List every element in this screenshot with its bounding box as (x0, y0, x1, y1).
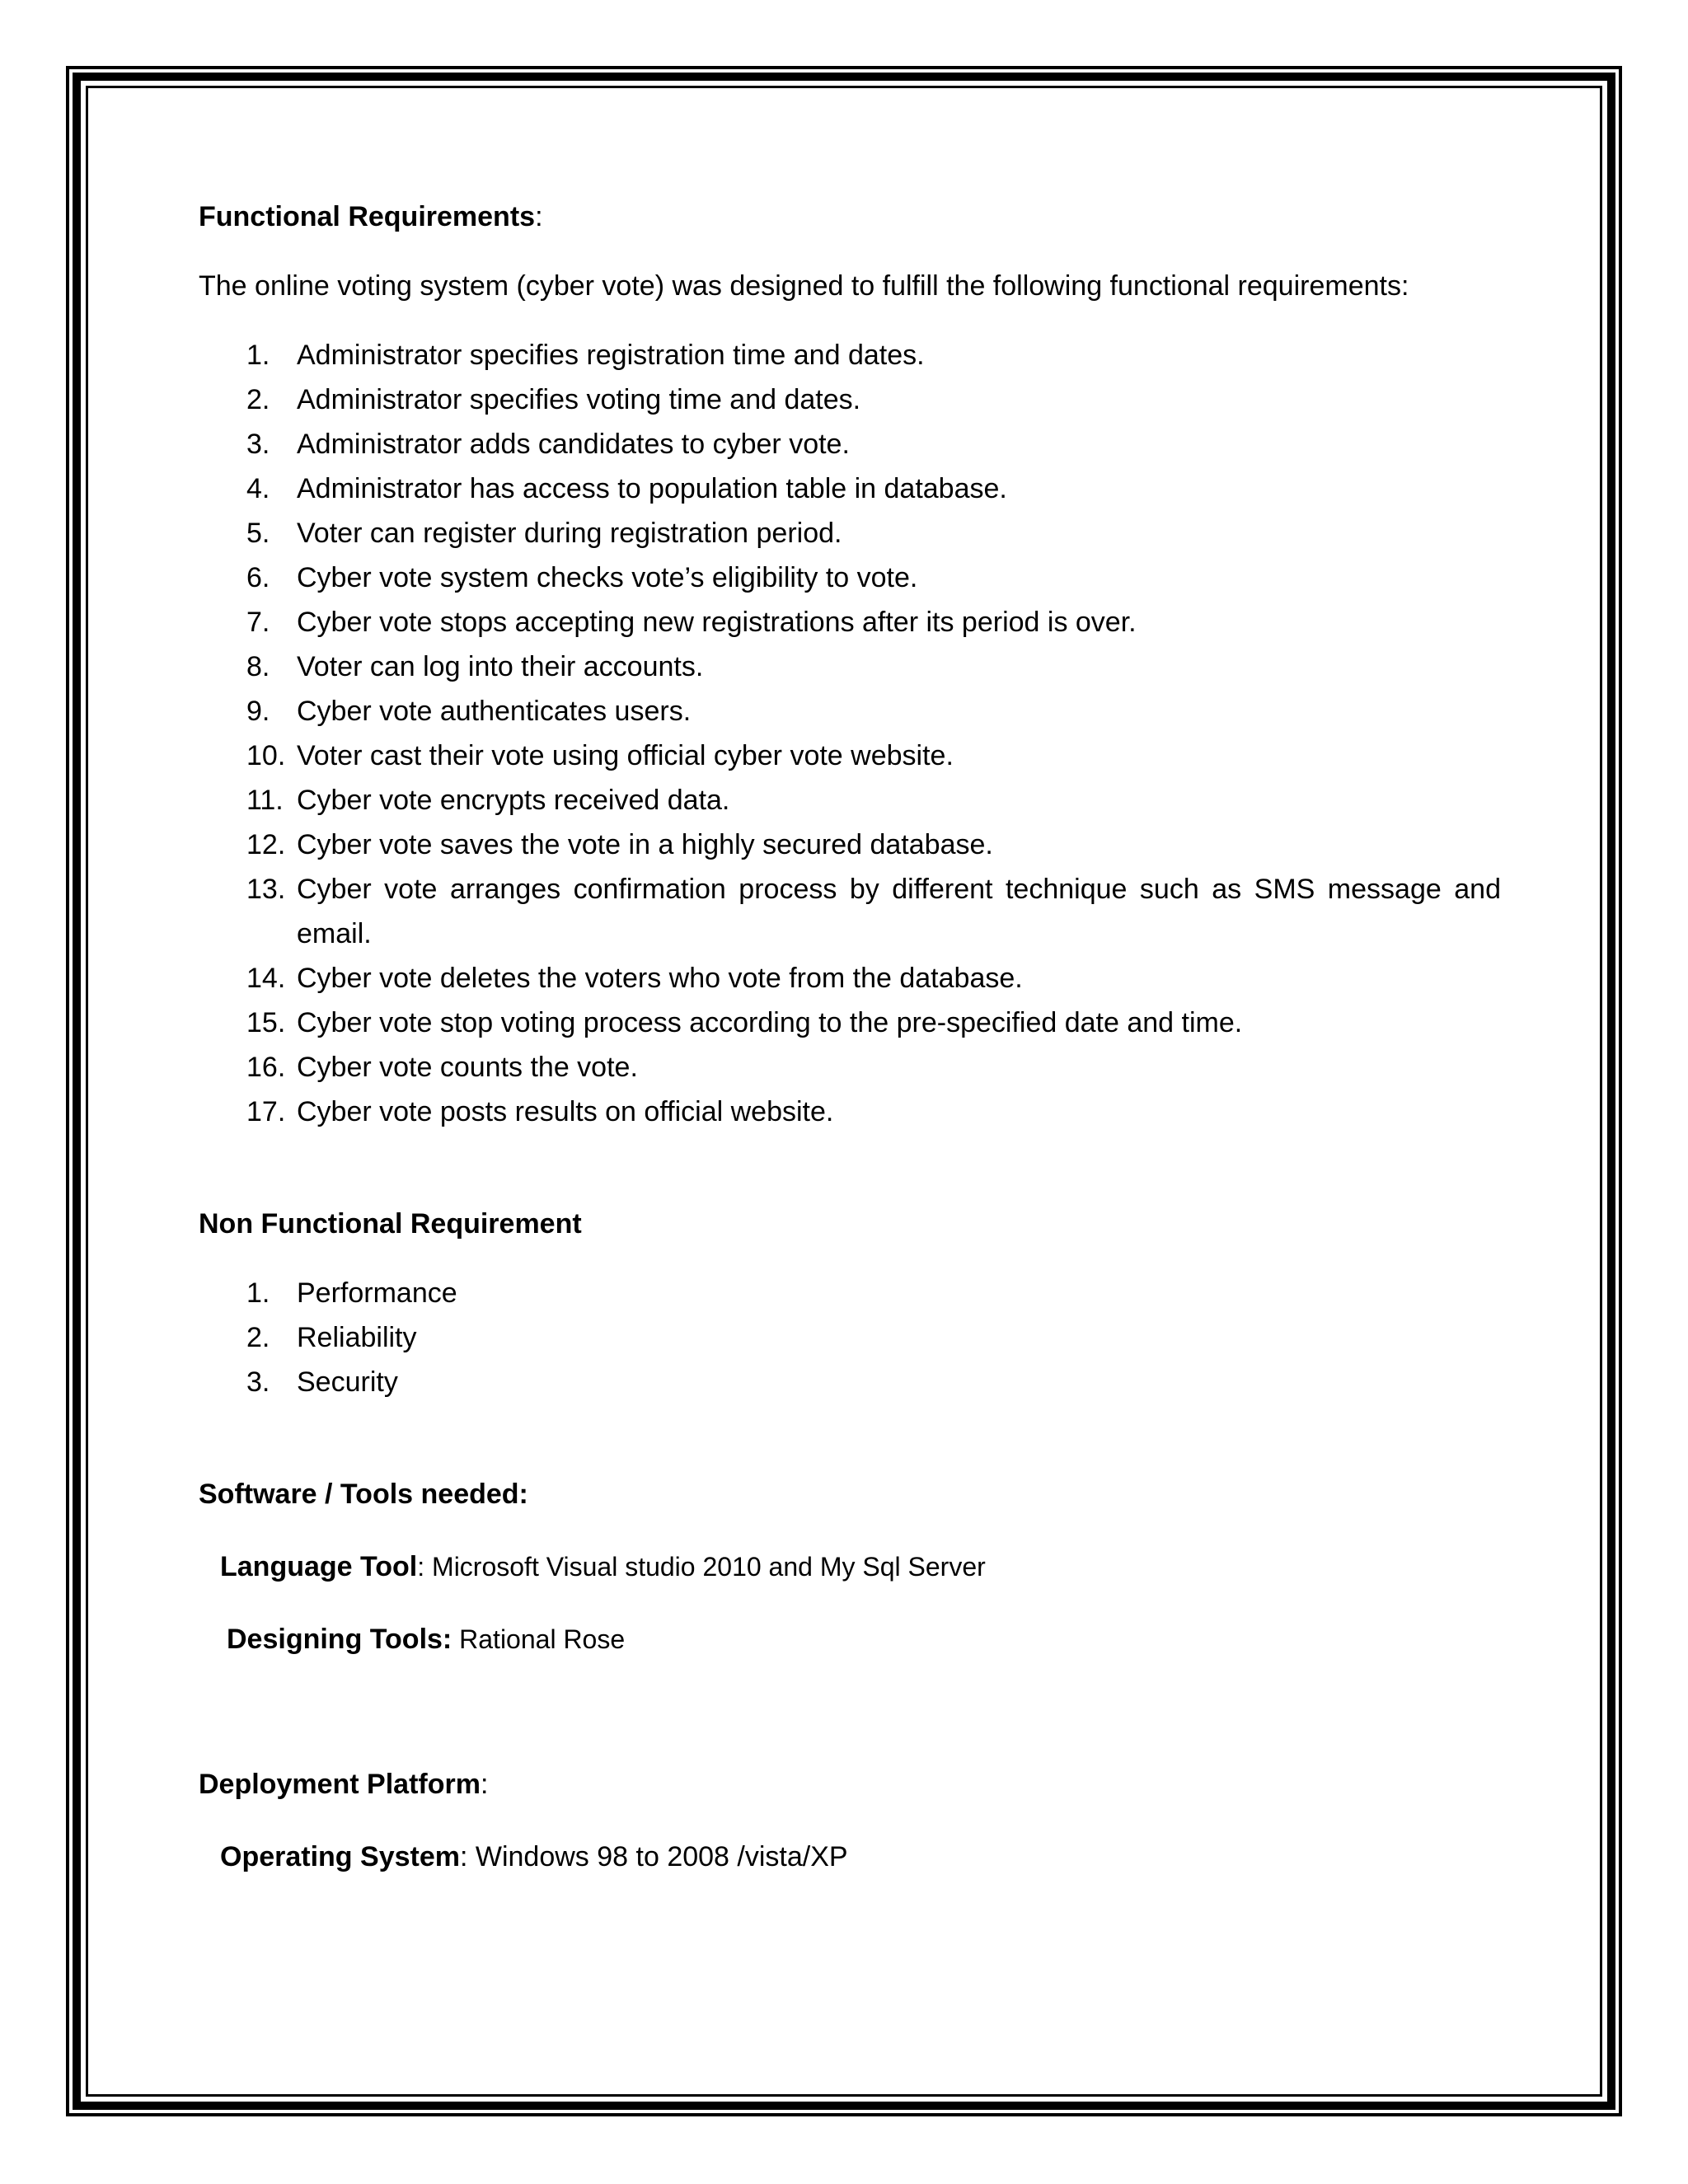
list-item (199, 511, 1501, 555)
list-item (199, 1001, 1501, 1045)
list-item-text: Administrator specifies registration time and dates. (297, 340, 925, 371)
operating-system-line (220, 1835, 1501, 1879)
designing-tools-value: Rational Rose (452, 1624, 626, 1654)
list-item-number: 5. (246, 518, 270, 549)
list-item (199, 823, 1501, 867)
list-item-text: Voter can register during registration period. (297, 518, 842, 549)
list-item-text: Cyber vote counts the vote. (297, 1052, 638, 1083)
list-item-number: 1. (246, 340, 270, 371)
language-tool-label: Language Tool (220, 1551, 418, 1582)
list-item-text: Cyber vote authenticates users. (297, 696, 692, 727)
list-item-number: 2. (246, 384, 270, 415)
document-body (199, 194, 1501, 1879)
list-item-number: 2. (246, 1322, 270, 1353)
list-item-text: Cyber vote encrypts received data. (297, 785, 730, 816)
language-tool-line (220, 1544, 1501, 1589)
list-item-text: Cyber vote stops accepting new registrations after its period is over. (297, 607, 1137, 638)
list-item (199, 778, 1501, 823)
list-item (199, 733, 1501, 778)
list-item (199, 466, 1501, 511)
list-item-number: 4. (246, 473, 270, 504)
list-item-text: Performance (297, 1277, 457, 1309)
list-item-number: 6. (246, 562, 270, 593)
functional-requirements-heading (199, 194, 1501, 239)
software-tools-heading: Software / Tools needed: (199, 1479, 528, 1510)
operating-system-label: Operating System (220, 1841, 460, 1872)
list-item-text: Cyber vote posts results on official website. (297, 1096, 834, 1127)
list-item-number: 1. (246, 1277, 270, 1309)
list-item (199, 956, 1501, 1001)
list-item-text: Cyber vote saves the vote in a highly secured database. (297, 829, 993, 860)
designing-tools-label: Designing Tools: (227, 1624, 452, 1655)
list-item (199, 1315, 1501, 1360)
deployment-heading-text: Deployment Platform (199, 1769, 481, 1800)
designing-tools-line (227, 1617, 1501, 1661)
list-item-text: Administrator has access to population table in database. (297, 473, 1007, 504)
list-item (199, 1045, 1501, 1090)
functional-heading-text: Functional Requirements (199, 201, 536, 232)
functional-requirements-list (199, 333, 1501, 1134)
list-item-number: 13. (246, 874, 286, 905)
list-item-text: Voter cast their vote using official cyber vote website. (297, 740, 954, 771)
list-item (199, 377, 1501, 422)
list-item-text: Cyber vote deletes the voters who vote from the database. (297, 963, 1023, 994)
list-item (199, 1271, 1501, 1315)
list-item (199, 644, 1501, 689)
list-item-number: 14. (246, 963, 286, 994)
list-item-number: 9. (246, 696, 270, 727)
list-item-number: 3. (246, 429, 270, 460)
list-item (199, 1090, 1501, 1134)
deployment-platform-heading (199, 1762, 1501, 1807)
list-item-text: Administrator specifies voting time and dates. (297, 384, 861, 415)
list-item (199, 600, 1501, 644)
list-item (199, 333, 1501, 377)
list-item-number: 17. (246, 1096, 286, 1127)
list-item-text: Reliability (297, 1322, 417, 1353)
list-item-text: Cyber vote arranges confirmation process by different technique such as SMS message and email. (297, 874, 1501, 949)
language-tool-value: : Microsoft Visual studio 2010 and My Sql Server (417, 1552, 986, 1582)
operating-system-value: : Windows 98 to 2008 /vista/XP (459, 1841, 848, 1872)
list-item (199, 1360, 1501, 1404)
non-functional-heading: Non Functional Requirement (199, 1208, 582, 1240)
list-item-number: 8. (246, 651, 270, 682)
list-item (199, 555, 1501, 600)
functional-heading-suffix: : (535, 201, 543, 232)
list-item-text: Voter can log into their accounts. (297, 651, 704, 682)
list-item-number: 7. (246, 607, 270, 638)
non-functional-list (199, 1271, 1501, 1404)
list-item-number: 10. (246, 740, 286, 771)
list-item-text: Administrator adds candidates to cyber vote. (297, 429, 850, 460)
list-item (199, 422, 1501, 466)
list-item-number: 3. (246, 1366, 270, 1398)
list-item-number: 11. (246, 785, 284, 816)
list-item-number: 12. (246, 829, 286, 860)
list-item (199, 689, 1501, 733)
list-item-text: Cyber vote system checks vote’s eligibility to vote. (297, 562, 918, 593)
functional-intro: The online voting system (cyber vote) was designed to fulfill the following functional requirements: (199, 270, 1409, 302)
list-item-text: Security (297, 1366, 398, 1398)
list-item-text: Cyber vote stop voting process according to the pre-specified date and time. (297, 1007, 1243, 1038)
list-item-number: 15. (246, 1007, 286, 1038)
list-item (199, 867, 1501, 956)
deployment-heading-suffix: : (480, 1769, 489, 1800)
list-item-number: 16. (246, 1052, 286, 1083)
